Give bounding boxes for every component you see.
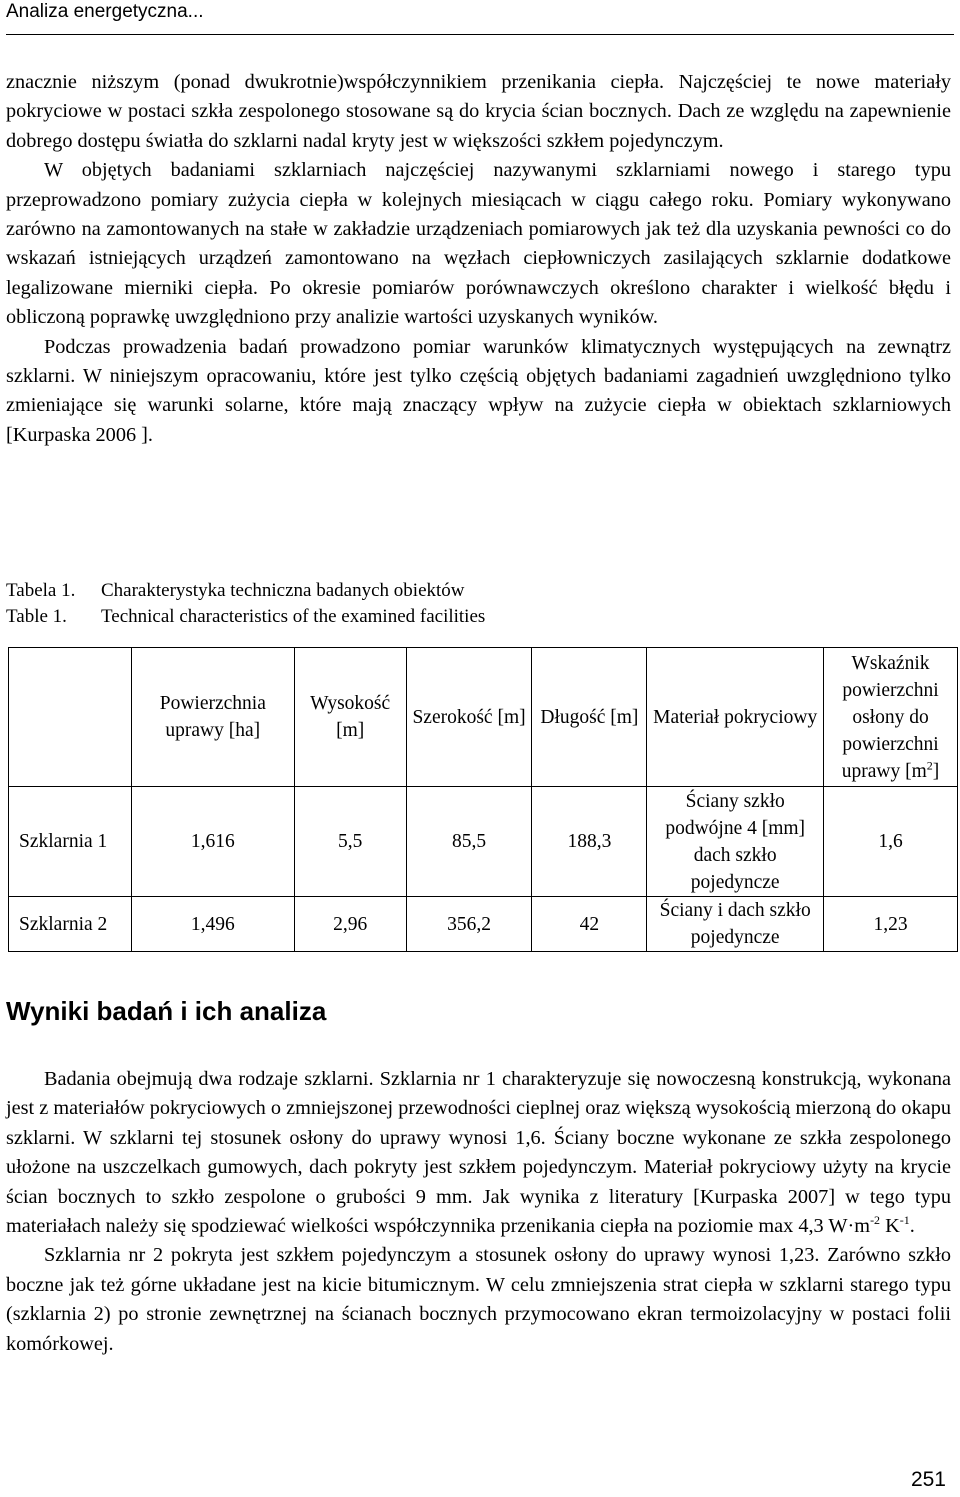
header-length: Długość [m] <box>532 648 647 787</box>
header-rule <box>6 34 954 35</box>
results-paragraph-2: Szklarnia nr 2 pokryta jest szkłem pojedynczym a stosunek osłony do uprawy wynosi 1,23. Zarówno szkło boczne jak też górne układane jest na kicie bitumicznym. W celu zmniejszenia strat ciepła w szklarni starego typu (szklarnia 2) po stronie zewnętrznej na ścianach bocznych przymocowano ekran termoizolacyjny w postaci folii komórkowej. <box>6 1244 951 1355</box>
cell-material: Ściany szkło podwójne 4 [mm] dach szkło pojedyncze <box>647 787 824 897</box>
cell-width: 356,2 <box>406 897 532 952</box>
caption-text-en: Technical characteristics of the examined facilities <box>101 606 486 627</box>
cell-area: 1,496 <box>131 897 294 952</box>
table-row <box>9 787 958 897</box>
section-heading: Wyniki badań i ich analiza <box>6 996 327 1026</box>
cell-height: 5,5 <box>294 787 406 897</box>
caption-label-en: Table 1. <box>6 606 67 627</box>
header-area: Powierzchnia uprawy [ha] <box>131 648 294 787</box>
cell-height: 2,96 <box>294 897 406 952</box>
table-header-row <box>9 648 958 787</box>
intro-paragraph-2: W objętych badaniami szklarniach najczęściej nazywanymi szklarniami nowego i starego typu przeprowadzono pomiary zużycia ciepła w kolejnych miesiącach w ciągu całego roku. Pomiary wykonywano zarówno na zamontowanych na stałe w zakładzie urządzeniach pomiarowych jak też dla uzyskania pewności co do wskazań istniejących urządzeń zamontowano na węzłach ciepłowniczych zasilających szklarnie dodatkowe legalizowane mierniki ciepła. Po okresie pomiarów porównawczych określono charakter i wielkość błędu i obliczoną poprawkę uwzględniono przy analizie wartości uzyskanych wyników. <box>6 159 951 329</box>
caption-label-pl: Tabela 1. <box>6 580 76 601</box>
header-width: Szerokość [m] <box>406 648 532 787</box>
cell-ratio: 1,6 <box>824 787 958 897</box>
table-caption-pl <box>6 578 465 604</box>
page-number: 251 <box>910 1468 946 1491</box>
cell-material: Ściany i dach szkło pojedyncze <box>647 897 824 952</box>
intro-paragraph-3: Podczas prowadzenia badań prowadzono pomiar warunków klimatycznych występujących na zewnątrz szklarni. W niniejszym opracowaniu, które jest tylko częścią objętych badaniami zagadnień uwzględniono tylko zmieniające się warunki solarne, które mają znaczący wpływ na zużycie ciepła w obiektach szklarniowych [Kurpaska 2006 ]. <box>6 335 951 446</box>
facilities-table <box>8 647 958 952</box>
results-text <box>6 1065 951 1359</box>
intro-text <box>6 68 951 450</box>
caption-text-pl: Charakterystyka techniczna badanych obiektów <box>101 580 465 601</box>
header-ratio: Wskaźnik powierzchni osłony do powierzchni uprawy $[m^2]$ <box>824 648 958 787</box>
header-empty-cell <box>9 648 132 787</box>
running-header: Analiza energetyczna... <box>6 1 204 22</box>
row-name: Szklarnia 1 <box>9 787 132 897</box>
results-paragraph-1: Badania obejmują dwa rodzaje szklarni. Szklarnia nr 1 charakteryzuje się nowoczesną konstrukcją, wykonana jest z materiałów pokryciowych o zmniejszonej przewodności cieplnej oraz większą wysokością mierzoną do okapu szklarni. W szklarni tej stosunek osłony do uprawy wynosi 1,6. Ściany boczne wykonane ze szkła zespolonego ułożone na uszczelkach gumowych, dach pokryty jest szkłem pojedynczym. Materiał pokryciowy użyty na krycie ścian bocznych to szkło zespolone o grubości 9 mm. Jak wynika z literatury [Kurpaska 2007] w tego typu materiałach należy się spodziewać wielkości współczynnika przenikania ciepła na poziomie max 4,3 $W\cdot m^{-2}$ $K^{-1}$. <box>6 1068 951 1238</box>
cell-width: 85,5 <box>406 787 532 897</box>
table-row <box>9 897 958 952</box>
cell-area: 1,616 <box>131 787 294 897</box>
row-name: Szklarnia 2 <box>9 897 132 952</box>
header-material: Materiał pokryciowy <box>647 648 824 787</box>
header-height: Wysokość [m] <box>294 648 406 787</box>
cell-ratio: 1,23 <box>824 897 958 952</box>
cell-length: 42 <box>532 897 647 952</box>
cell-length: 188,3 <box>532 787 647 897</box>
table-caption-en <box>6 604 485 630</box>
intro-paragraph-1: znacznie niższym (ponad dwukrotnie)współczynnikiem przenikania ciepła. Najczęściej te nowe materiały pokryciowe w postaci szkła zespolonego stosowane są do krycia ścian bocznych. Dach ze względu na zapewnienie dobrego dostępu światła do szklarni nadal kryty jest w większości szkłem pojedynczym. <box>6 71 951 152</box>
